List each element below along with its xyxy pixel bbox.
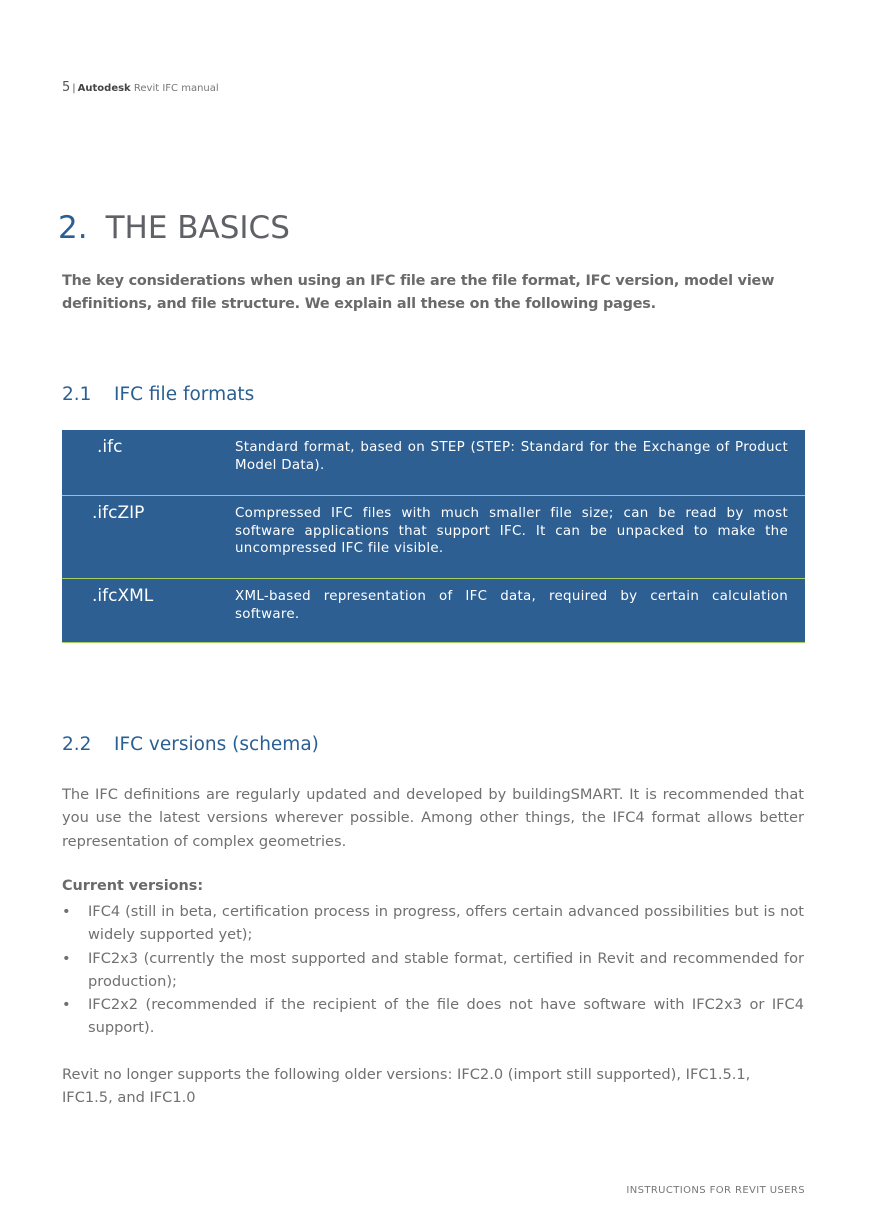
section-heading-formats — [62, 384, 254, 405]
section-number: 2.1 — [62, 384, 92, 405]
section-title: IFC versions (schema) — [114, 734, 319, 755]
format-description: Standard format, based on STEP (STEP: Standard for the Exchange of Product Model Data). — [235, 440, 788, 473]
list-item-text: IFC2x3 (currently the most supported and stable format, certified in Revit and recommended for production); — [88, 949, 804, 990]
chapter-number: 2. — [58, 210, 88, 246]
current-versions-label: Current versions: — [62, 878, 204, 894]
header-separator: | — [72, 83, 76, 94]
list-item — [62, 947, 804, 994]
list-item — [62, 993, 804, 1040]
header-manual-title: Revit IFC manual — [130, 83, 219, 94]
bullet-icon: • — [62, 996, 71, 1014]
table-row — [62, 496, 805, 579]
page-number: 5 — [62, 80, 71, 95]
older-versions-paragraph: Revit no longer supports the following older versions: IFC2.0 (import still supported), IFC1.5.1, IFC1.5, and IFC1.0 — [62, 1066, 751, 1107]
format-name: .ifc — [97, 437, 123, 457]
chapter-lead: The key considerations when using an IFC file are the file format, IFC version, model view definitions, and file structure. We explain all these on the following pages. — [62, 273, 775, 312]
bullet-icon: • — [62, 949, 71, 967]
format-description: XML-based representation of IFC data, required by certain calculation software. — [235, 589, 788, 622]
table-row — [62, 430, 805, 496]
versions-list — [62, 900, 804, 1040]
section-title: IFC file formats — [114, 384, 255, 405]
format-name: .ifcZIP — [92, 503, 145, 523]
section-number: 2.2 — [62, 734, 92, 755]
versions-intro-paragraph: The IFC definitions are regularly updated and developed by buildingSMART. It is recommended that you use the latest versions wherever possible. Among other things, the IFC4 format allows better representation of complex geometries. — [62, 786, 804, 850]
list-item-text: IFC4 (still in beta, certification process in progress, offers certain advanced possibilities but is not widely supported yet); — [88, 903, 804, 944]
format-description: Compressed IFC files with much smaller file size; can be read by most software applications that support IFC. It can be unpacked to make the uncompressed IFC file visible. — [235, 506, 788, 556]
bullet-icon: • — [62, 903, 71, 920]
file-formats-table — [62, 430, 805, 643]
format-name: .ifcXML — [92, 586, 154, 606]
chapter-title: THE BASICS — [105, 210, 290, 246]
list-item-text: IFC2x2 (recommended if the recipient of the file does not have software with IFC2x3 or IFC4 support). — [88, 996, 804, 1037]
chapter-heading — [58, 210, 290, 246]
running-header — [62, 80, 219, 95]
table-row — [62, 579, 805, 643]
section-heading-versions — [62, 734, 319, 755]
list-item — [62, 900, 804, 947]
header-brand: Autodesk — [77, 83, 131, 94]
running-footer: INSTRUCTIONS FOR REVIT USERS — [626, 1185, 805, 1196]
